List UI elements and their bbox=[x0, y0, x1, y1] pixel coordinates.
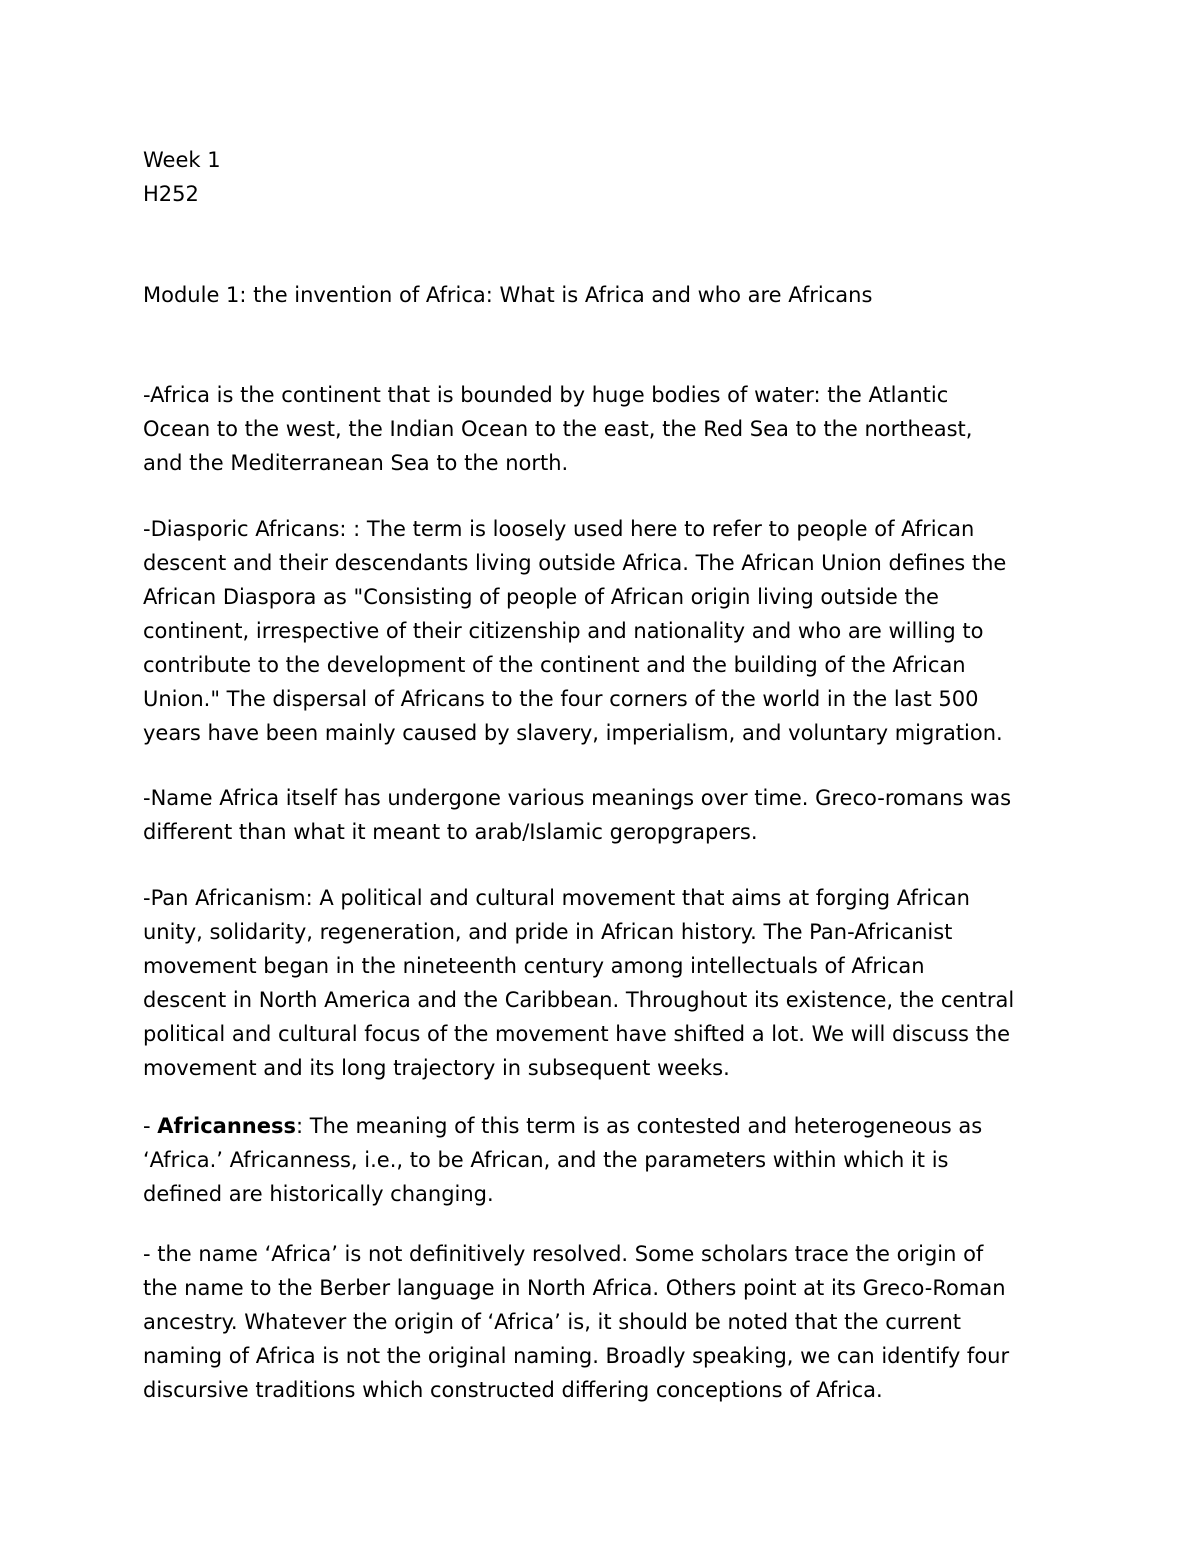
paragraph-name-africa bbox=[143, 781, 1063, 849]
paragraph-line: -Africa is the continent that is bounded by huge bodies of water: the Atlantic bbox=[143, 383, 949, 407]
course-code: H252 bbox=[143, 182, 199, 206]
paragraph-line: - the name ‘Africa’ is not definitively resolved. Some scholars trace the origin of bbox=[143, 1242, 984, 1266]
paragraph-line: ancestry. Whatever the origin of ‘Africa’ is, it should be noted that the current bbox=[143, 1310, 962, 1334]
paragraph-line: -Pan Africanism: A political and cultural movement that aims at forging African bbox=[143, 886, 970, 910]
paragraph-line: -Name Africa itself has undergone various meanings over time. Greco-romans was bbox=[143, 786, 1012, 810]
term-definition: : The meaning of this term is as contested and heterogeneous as bbox=[295, 1114, 983, 1138]
paragraph-line: descent and their descendants living outside Africa. The African Union defines the bbox=[143, 551, 1007, 575]
paragraph-line: Ocean to the west, the Indian Ocean to the east, the Red Sea to the northeast, bbox=[143, 417, 973, 441]
paragraph-line: the name to the Berber language in North Africa. Others point at its Greco-Roman bbox=[143, 1276, 1006, 1300]
dash-prefix: - bbox=[143, 1114, 158, 1138]
paragraph-line: contribute to the development of the continent and the building of the African bbox=[143, 653, 966, 677]
paragraph-line: defined are historically changing. bbox=[143, 1182, 494, 1206]
paragraph-line: movement and its long trajectory in subsequent weeks. bbox=[143, 1056, 730, 1080]
paragraph-line: African Diaspora as "Consisting of people of African origin living outside the bbox=[143, 585, 939, 609]
paragraph-pan-africanism bbox=[143, 881, 1063, 1085]
paragraph-line: naming of Africa is not the original naming. Broadly speaking, we can identify four bbox=[143, 1344, 1010, 1368]
paragraph-line: years have been mainly caused by slavery, imperialism, and voluntary migration. bbox=[143, 721, 1003, 745]
paragraph-diasporic-africans bbox=[143, 512, 1063, 750]
paragraph-line: discursive traditions which constructed differing conceptions of Africa. bbox=[143, 1378, 883, 1402]
paragraph-africa-definition bbox=[143, 378, 1063, 480]
paragraph-africanness bbox=[143, 1109, 1063, 1211]
paragraph-line: descent in North America and the Caribbean. Throughout its existence, the central bbox=[143, 988, 1015, 1012]
paragraph-line: continent, irrespective of their citizenship and nationality and who are willing to bbox=[143, 619, 984, 643]
module-title: Module 1: the invention of Africa: What is Africa and who are Africans bbox=[143, 283, 873, 307]
paragraph-line: and the Mediterranean Sea to the north. bbox=[143, 451, 569, 475]
paragraph-line: Union." The dispersal of Africans to the four corners of the world in the last 500 bbox=[143, 687, 979, 711]
paragraph-name-origin bbox=[143, 1237, 1063, 1407]
header-block bbox=[143, 143, 1063, 211]
week-label: Week 1 bbox=[143, 148, 221, 172]
paragraph-line: movement began in the nineteenth century among intellectuals of African bbox=[143, 954, 925, 978]
module-title-block bbox=[143, 278, 1063, 312]
paragraph-line: -Diasporic Africans: : The term is loosely used here to refer to people of African bbox=[143, 517, 975, 541]
term-africanness: Africanness bbox=[157, 1114, 296, 1138]
paragraph-line: different than what it meant to arab/Islamic geropgrapers. bbox=[143, 820, 758, 844]
paragraph-line: unity, solidarity, regeneration, and pride in African history. The Pan-Africanist bbox=[143, 920, 953, 944]
paragraph-line: political and cultural focus of the movement have shifted a lot. We will discuss the bbox=[143, 1022, 1011, 1046]
paragraph-line: ‘Africa.’ Africanness, i.e., to be African, and the parameters within which it is bbox=[143, 1148, 949, 1172]
paragraph-line bbox=[143, 1109, 1063, 1143]
